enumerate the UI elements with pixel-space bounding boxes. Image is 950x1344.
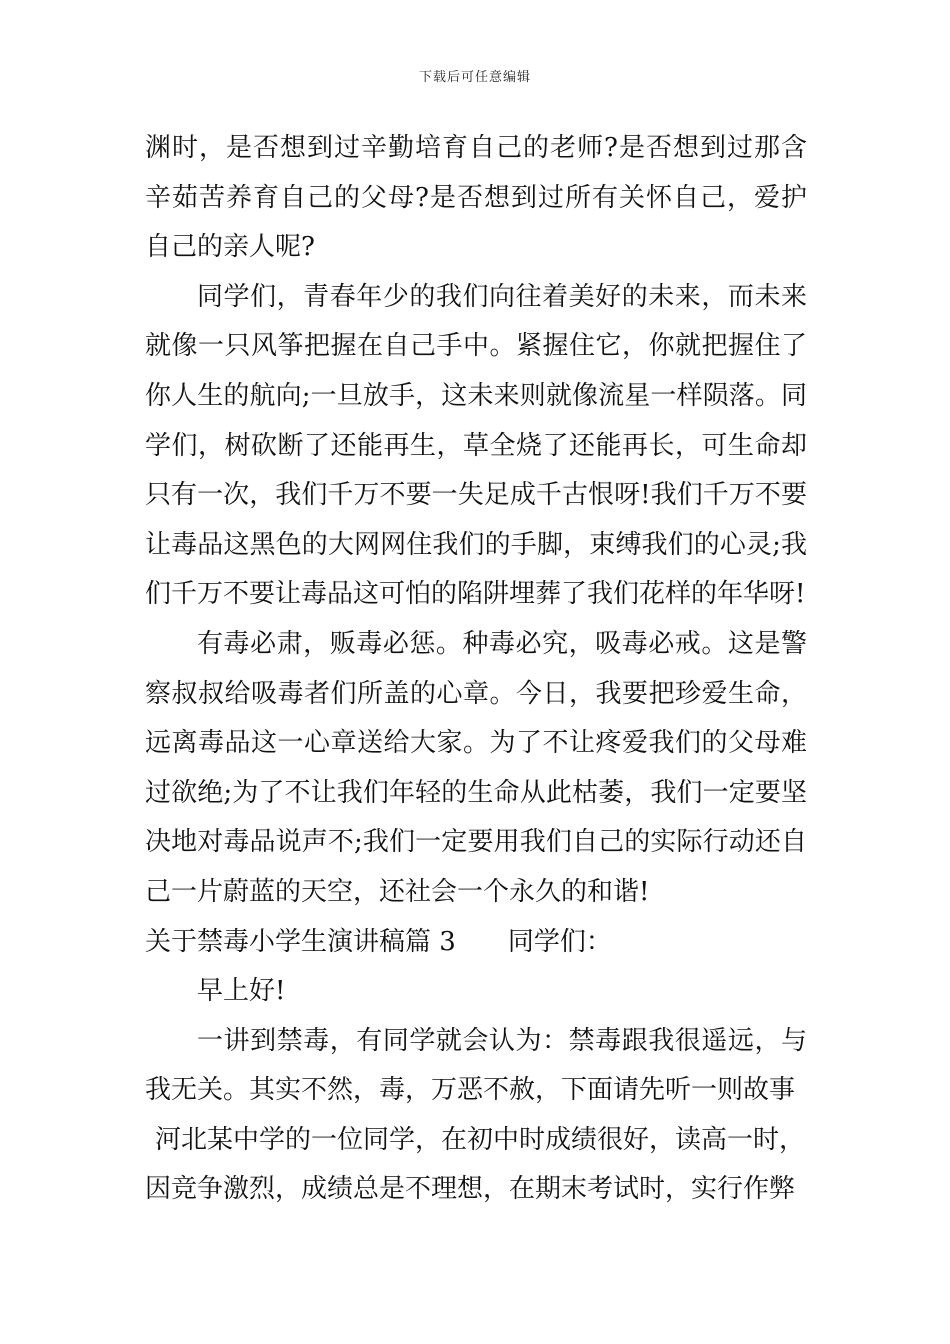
story-line-2: 因竞争激烈，成绩总是不理想，在期末考试时，实行作弊 [145,1174,796,1205]
paragraph-continuation: 渊时，是否想到过辛勤培育自己的老师?是否想到过那含辛茹苦养育自己的父母?是否想到过所有关怀自己，爱护自己的亲人呢? [145,133,807,263]
paragraph-anti-drug: 有毒必肃，贩毒必惩。种毒必究，吸毒必戒。这是警察叔叔给吸毒者们所盖的心章。今日，我要把珍爱生命，远离毒品这一心章送给大家。为了不让疼爱我们的父母难过欲绝;为了不让我们年轻的生命从此枯萎，我们一定要坚决地对毒品说声不;我们一定要用我们自己的实际行动还自己一片蔚蓝的天空，还社会一个永久的和谐! [145,628,807,907]
salutation: 同学们： [507,926,612,957]
document-body [145,124,807,1215]
section-heading-line [145,918,807,968]
section-title: 关于禁毒小学生演讲稿篇 3 [145,926,456,957]
greeting: 早上好! [197,976,286,1007]
story-line-1-text: 河北某中学的一位同学，在初中时成绩很好，读高一时， [155,1124,806,1155]
paragraph-youth: 同学们，青春年少的我们向往着美好的未来，而未来就像一只风筝把握在自己手中。紧握住它，你就把握住了你人生的航向;一旦放手，这未来则就像流星一样陨落。同学们，树砍断了还能再生，草全烧了还能再长，可生命却只有一次，我们千万不要一失足成千古恨呀!我们千万不要让毒品这黑色的大网网住我们的手脚，束缚我们的心灵;我们千万不要让毒品这可怕的陷阱埋葬了我们花样的年华呀! [145,281,807,610]
page-header-note: 下载后可任意编辑 [418,70,531,85]
paragraph-story-intro: 一讲到禁毒，有同学就会认为：禁毒跟我很遥远，与我无关。其实不然，毒，万恶不赦，下面请先听一则故事 [145,1025,807,1106]
story-line-1 [145,1116,807,1166]
